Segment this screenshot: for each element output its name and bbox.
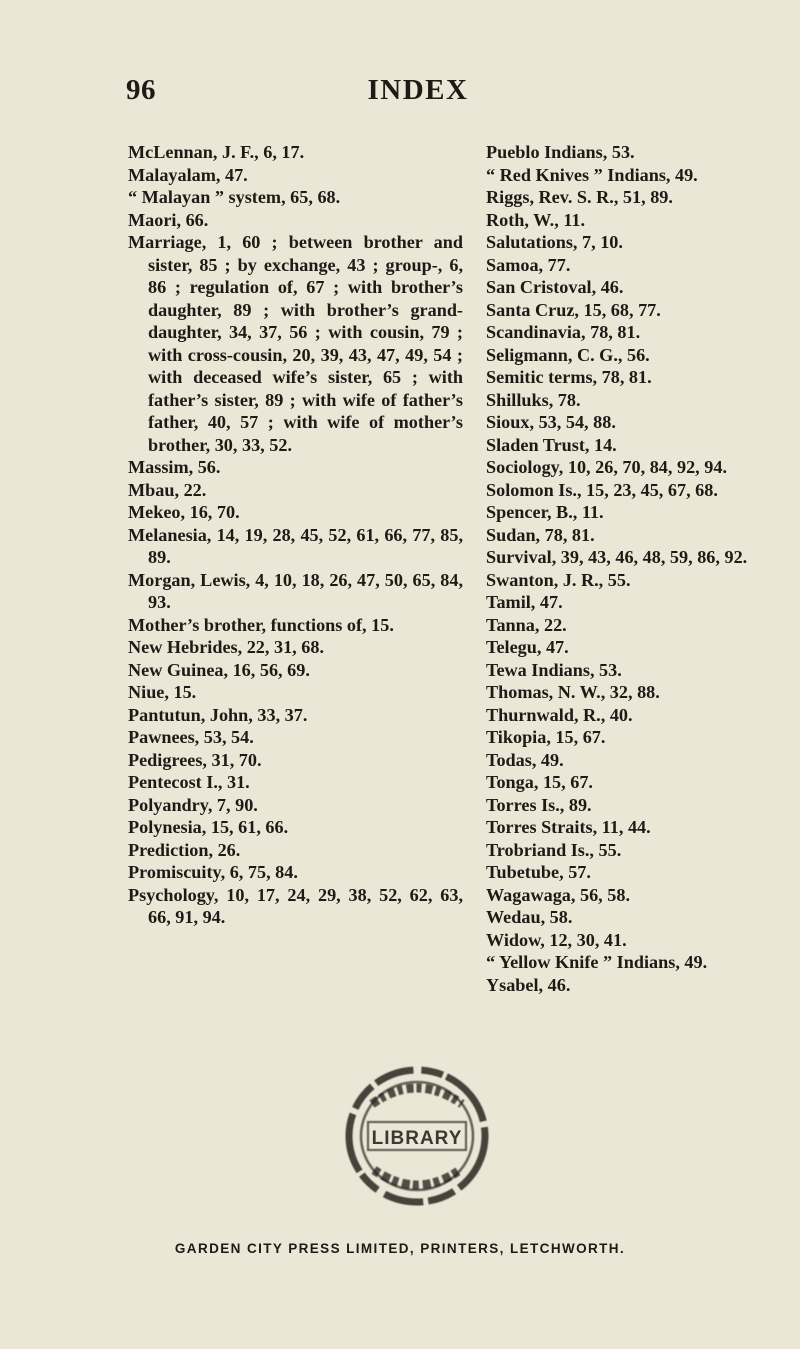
printer-imprint: GARDEN CITY PRESS LIMITED, PRINTERS, LETCHWORTH. [174, 1241, 626, 1256]
index-entry: Sladen Trust, 14. [486, 434, 617, 455]
index-entry: Mekeo, 16, 70. [128, 502, 240, 522]
index-entry: Samoa, 77. [486, 254, 571, 275]
index-entry: Maori, 66. [128, 209, 209, 230]
index-entry: Wagawaga, 56, 58. [486, 884, 630, 905]
index-entry: Torres Straits, 11, 44. [486, 817, 651, 837]
index-entry: Ysabel, 46. [486, 974, 571, 995]
index-entry: Thurnwald, R., 40. [486, 704, 633, 725]
index-entry: San Cristoval, 46. [486, 277, 624, 297]
index-column-right [486, 141, 786, 996]
page-header [126, 74, 710, 114]
index-entry: Seligmann, C. G., 56. [486, 344, 650, 365]
index-entry: “ Yellow Knife ” Indians, 49. [486, 952, 708, 972]
index-entry: Roth, W., 11. [486, 209, 586, 230]
index-entry: Pentecost I., 31. [128, 772, 250, 792]
index-entry: Swanton, J. R., 55. [486, 569, 631, 590]
index-entry: Polynesia, 15, 61, 66. [128, 817, 289, 837]
library-stamp [342, 1062, 492, 1210]
index-entry: Salutations, 7, 10. [486, 232, 623, 252]
index-entry: Melanesia, 14, 19, 28, 45, 52, 61, 66, 77, 85, 89. [128, 524, 463, 567]
index-entry: Polyandry, 7, 90. [128, 794, 258, 815]
index-entry: Solomon Is., 15, 23, 45, 67, 68. [486, 479, 718, 500]
index-entry: Tewa Indians, 53. [486, 659, 622, 680]
index-entry: Psychology, 10, 17, 24, 29, 38, 52, 62, 63, 66, 91, 94. [128, 884, 463, 927]
index-entry: “ Red Knives ” Indians, 49. [486, 164, 698, 185]
index-entry: Trobriand Is., 55. [486, 839, 622, 860]
index-entry: Malayalam, 47. [128, 164, 248, 185]
index-entry: Scandinavia, 78, 81. [486, 322, 641, 342]
index-entry: Sociology, 10, 26, 70, 84, 92, 94. [486, 457, 727, 477]
index-entry: Todas, 49. [486, 749, 564, 770]
index-entry: Thomas, N. W., 32, 88. [486, 682, 660, 702]
index-entry: New Hebrides, 22, 31, 68. [128, 637, 325, 657]
index-entry: Widow, 12, 30, 41. [486, 929, 627, 950]
index-entry: Tubetube, 57. [486, 862, 591, 882]
index-entry: Tikopia, 15, 67. [486, 727, 606, 747]
index-entry: Niue, 15. [128, 682, 197, 702]
page-number: 96 [126, 74, 156, 106]
index-entry: Mbau, 22. [128, 479, 207, 500]
index-entry: Santa Cruz, 15, 68, 77. [486, 299, 661, 320]
index-entry: Semitic terms, 78, 81. [486, 367, 652, 387]
index-entry: Survival, 39, 43, 46, 48, 59, 86, 92. [486, 547, 748, 567]
index-entry: Pedigrees, 31, 70. [128, 749, 262, 770]
index-entry: Pueblo Indians, 53. [486, 142, 635, 162]
index-entry: Promiscuity, 6, 75, 84. [128, 862, 298, 882]
index-entry: Sioux, 53, 54, 88. [486, 412, 616, 432]
index-entry: Riggs, Rev. S. R., 51, 89. [486, 187, 673, 207]
index-entry: Spencer, B., 11. [486, 502, 604, 522]
index-entry: Tonga, 15, 67. [486, 772, 593, 792]
index-entry: Morgan, Lewis, 4, 10, 18, 26, 47, 50, 65, 84, 93. [128, 569, 463, 612]
index-entry: Prediction, 26. [128, 839, 241, 860]
index-entry: Wedau, 58. [486, 907, 573, 927]
index-entry: Telegu, 47. [486, 637, 569, 657]
index-entry: McLennan, J. F., 6, 17. [128, 142, 305, 162]
index-entry: Torres Is., 89. [486, 794, 592, 815]
running-title: INDEX [367, 74, 469, 106]
index-entry: “ Malayan ” system, 65, 68. [128, 187, 341, 207]
stamp-label: LIBRARY [371, 1128, 463, 1149]
index-entry: Tanna, 22. [486, 614, 567, 635]
index-entry: Mother’s brother, functions of, 15. [128, 614, 394, 635]
index-column-left [128, 141, 463, 929]
index-entry: Pantutun, John, 33, 37. [128, 704, 308, 725]
index-entry: Tamil, 47. [486, 592, 563, 612]
index-entry: Massim, 56. [128, 457, 221, 477]
index-entry: Pawnees, 53, 54. [128, 727, 254, 747]
index-entry: Marriage, 1, 60 ; between brother and sister, 85 ; by exchange, 43 ; group-, 6, 86 ; regulation of, 67 ; with brother’s daughter, 89 ; with brother’s grand-daughter, 34, 37, 56 ; with cousin, 79 ; with cross-cousin, 20, 39, 43, 47, 49, 54 ; with deceased wife’s sister, 65 ; with father’s sister, 89 ; with wife of father’s father, 40, 57 ; with wife of mother’s brother, 30, 33, 52. [128, 232, 463, 455]
index-entry: New Guinea, 16, 56, 69. [128, 659, 310, 680]
index-entry: Shilluks, 78. [486, 389, 581, 410]
index-entry: Sudan, 78, 81. [486, 524, 595, 545]
